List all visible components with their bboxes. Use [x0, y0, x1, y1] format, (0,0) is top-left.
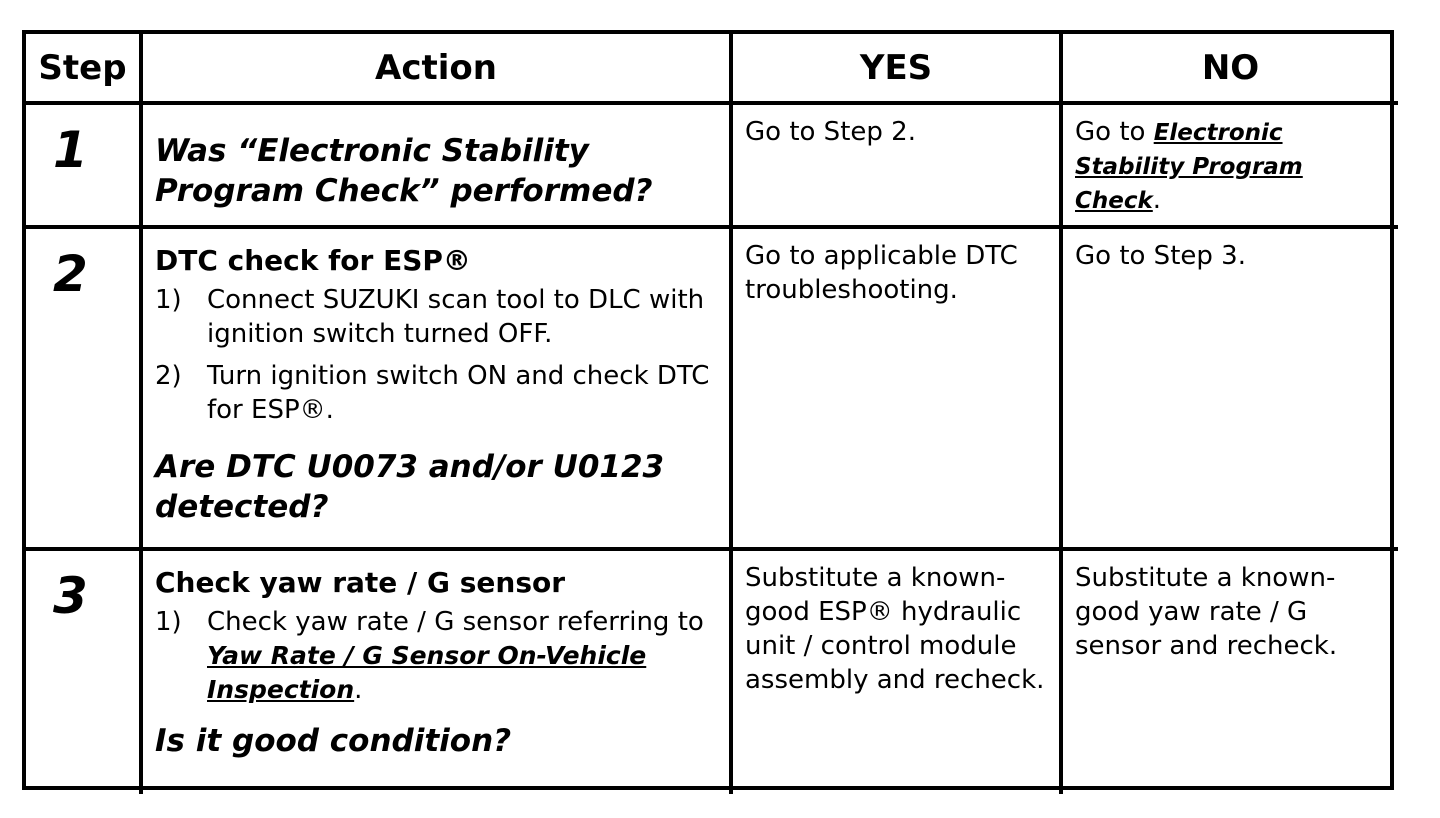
substep-text: Connect SUZUKI scan tool to DLC with ignition switch turned OFF.: [207, 285, 705, 349]
action-cell-1: [143, 105, 733, 229]
step-1-question: Was “Electronic Stability Program Check” performed?: [155, 133, 653, 209]
yaw-rate-inspection-link[interactable]: Yaw Rate / G Sensor On-Vehicle Inspection: [207, 641, 647, 704]
no-cell-2: [1063, 229, 1398, 551]
step-2-question: Are DTC U0073 and/or U0123 detected?: [155, 449, 665, 525]
substep: [155, 359, 717, 427]
step-2-title: DTC check for ESP®: [155, 244, 471, 277]
yes-cell-2: [733, 229, 1063, 551]
step-number-1: 1: [26, 105, 143, 229]
step-3-no-text: Substitute a known-good yaw rate / G sensor and recheck.: [1075, 563, 1338, 661]
substep: [155, 605, 717, 707]
substep-text: Turn ignition switch ON and check DTC for ESP®.: [207, 361, 710, 425]
esp-check-link[interactable]: Electronic Stability Program Check: [1075, 120, 1303, 214]
substep: [155, 283, 717, 351]
step-2-substeps: [155, 283, 717, 427]
step-number-2: 2: [26, 229, 143, 551]
substep-number: 1): [155, 607, 182, 637]
yes-cell-1: [733, 105, 1063, 229]
header-no: NO: [1063, 34, 1398, 105]
step-1-no-prefix: Go to: [1075, 117, 1154, 147]
troubleshooting-table: [22, 30, 1394, 790]
action-cell-3: [143, 551, 733, 794]
step-1-yes-text: Go to Step 2.: [745, 117, 916, 147]
header-step: Step: [26, 34, 143, 105]
substep-number: 1): [155, 285, 182, 315]
step-3-question: Is it good condition?: [155, 723, 512, 759]
yes-cell-3: [733, 551, 1063, 794]
substep-suffix: .: [354, 675, 363, 705]
header-action: Action: [143, 34, 733, 105]
step-2-no-text: Go to Step 3.: [1075, 241, 1246, 271]
header-yes: YES: [733, 34, 1063, 105]
step-number-3: 3: [26, 551, 143, 794]
step-1-no-suffix: .: [1152, 185, 1162, 215]
step-3-title: Check yaw rate / G sensor: [155, 566, 566, 599]
substep-number: 2): [155, 361, 182, 391]
step-3-substeps: [155, 605, 717, 707]
no-cell-1: [1063, 105, 1398, 229]
action-cell-2: [143, 229, 733, 551]
step-3-yes-text: Substitute a known-good ESP® hydraulic unit / control module assembly and recheck.: [745, 563, 1045, 695]
step-2-yes-text: Go to applicable DTC troubleshooting.: [745, 241, 1018, 305]
no-cell-3: [1063, 551, 1398, 794]
substep-text: Check yaw rate / G sensor referring to: [207, 607, 704, 637]
